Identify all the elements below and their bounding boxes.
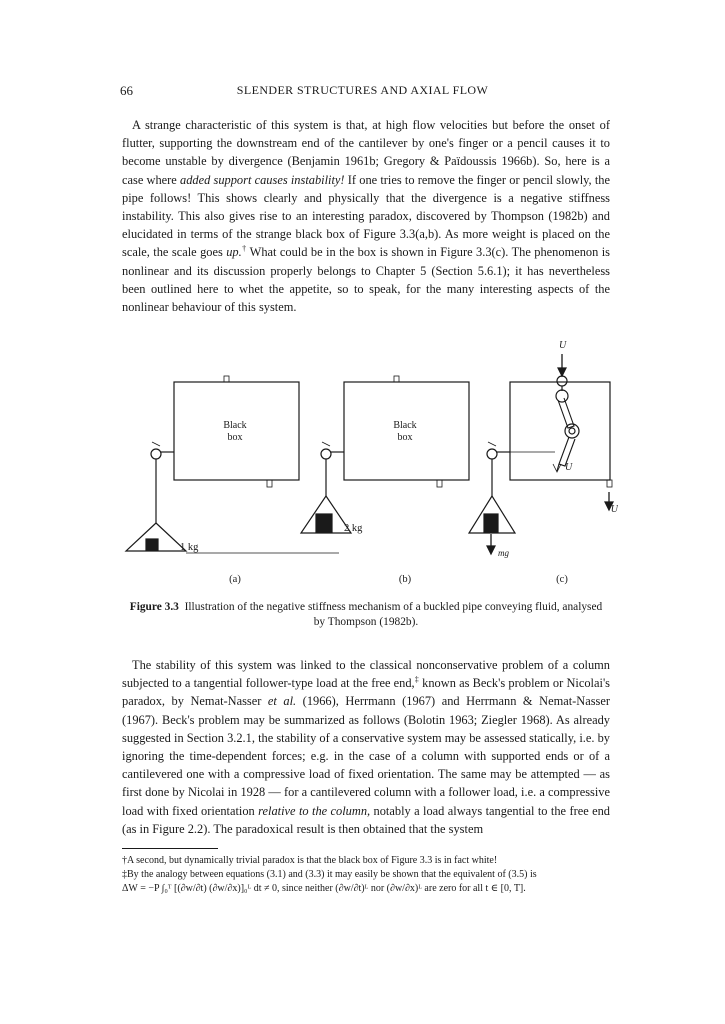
page-number: 66 (120, 83, 133, 98)
box-b-label-2: box (397, 432, 413, 443)
black-box-b (344, 382, 469, 480)
p2-text-3: (1966), Herrmann (1967) and Herrmann & Nemat-Nasser (1967). Beck's problem may be summarized as follows (Bolotin 1963; Ziegler 1968). As already suggested in Section 3.2.1, the stability of a conservative system may be assessed statically, i.e. by ignoring the time-dependent forces; e.g. in the case of a column with supported ends or of a cantilevered one with a compressive load of fixed orientation. The same may be attempted — as first done by Nicolai in 1928 — for a cantilevered column with a follower load, i.e. a compressive load with fixed orientation (122, 694, 610, 818)
panel-label-c: (c) (556, 574, 568, 585)
panel-a-diagram (126, 376, 339, 553)
black-box-a (174, 382, 299, 480)
p1-text-1: A strange characteristic of this system is that, at high flow velocities but before the onset of flutter, supporting the downstream end of the cantilever by one's finger or a pencil causes it to become unstable by divergence (Benjamin 1961b; Gregory & Païdoussis 1966b). So, here is a case where (122, 118, 610, 187)
p1-text-2: If one tries to remove the finger or pencil slowly, the pipe follows! This shows clearly and physically that the divergence is a negative stiffness instability. This also gives rise to an interesting paradox, discovered by Thompson (1982b) and elucidated in terms of the strange black box of Figure 3.3(a,b). As more weight is placed on the scale, the scale goes (122, 172, 610, 260)
weight-label-b: 2 kg (344, 523, 363, 534)
p2-text-2: known as Beck's problem or Nicolai's paradox, by Nemat-Nasser (122, 676, 610, 709)
panel-label-a: (a) (229, 574, 241, 585)
force-label: mg (498, 548, 509, 558)
caption-text: Illustration of the negative stiffness mechanism of a buckled pipe conveying fluid, analysed by Thompson (1982b). (184, 601, 603, 628)
figure-drawing (122, 334, 618, 594)
flow-label-bottom: U (610, 504, 618, 515)
paragraph-1 (122, 116, 610, 316)
weight-label-a: 1 kg (180, 542, 199, 553)
footnote-2 (122, 868, 612, 896)
paragraph-2 (122, 656, 610, 838)
box-a-label-1: Black (223, 420, 247, 431)
caption-label: Figure 3.3 (129, 601, 179, 613)
p2-text-1: The stability of this system was linked to the classical nonconservative problem of a column subjected to a tangential follower-type load at the free end, (122, 658, 610, 691)
figure-caption (126, 600, 606, 630)
footnote-1: †A second, but dynamically trivial paradox is that the black box of Figure 3.3 is in fact white! (122, 855, 498, 866)
p2-italic-2: relative to the column, (258, 803, 371, 818)
footnote-mark-dagger: † (241, 244, 247, 254)
p1-italic-1: added support causes instability! (180, 172, 345, 187)
p1-italic-2: up. (226, 245, 242, 260)
box-a-label-2: box (227, 432, 243, 443)
p1-text-3: What could be in the box is shown in Figure 3.3(c). The phenomenon is nonlinear and its discussion properly belongs to Chapter 5 (Section 5.6.1); it has nevertheless been outlined here to whet the appetite, so to speak, for the many interesting aspects of the nonlinear behaviour of this system. (122, 245, 610, 315)
figure-3-3 (122, 334, 618, 594)
panel-label-b: (b) (398, 574, 412, 585)
flow-label-mid: U (565, 462, 573, 473)
flow-label-top: U (559, 340, 567, 351)
p2-italic-1: et al. (267, 694, 297, 709)
footnote-2-line-1: ‡By the analogy between equations (3.1) and (3.3) it may easily be shown that the equivalent of (3.5) is (122, 869, 537, 880)
footnote-divider (122, 848, 218, 849)
footnote-2-line-2: ΔW = −P ∫₀ᵀ [(∂w/∂t) (∂w/∂x)]₀ᴸ dt ≠ 0, since neither (∂w/∂t)ᴸ nor (∂w/∂x)ᴸ are zero for all t ∈ [0, T]. (122, 883, 526, 894)
panel-c-diagram (469, 354, 613, 554)
panel-b-diagram (301, 376, 469, 533)
p2-text-4: notably a load always tangential to the free end (as in Figure 2.2). The paradoxical result is then obtained that the system (122, 803, 611, 836)
running-title: SLENDER STRUCTURES AND AXIAL FLOW (236, 83, 489, 97)
box-b-label-1: Black (393, 420, 417, 431)
footnote-mark-double-dagger: ‡ (414, 675, 419, 685)
